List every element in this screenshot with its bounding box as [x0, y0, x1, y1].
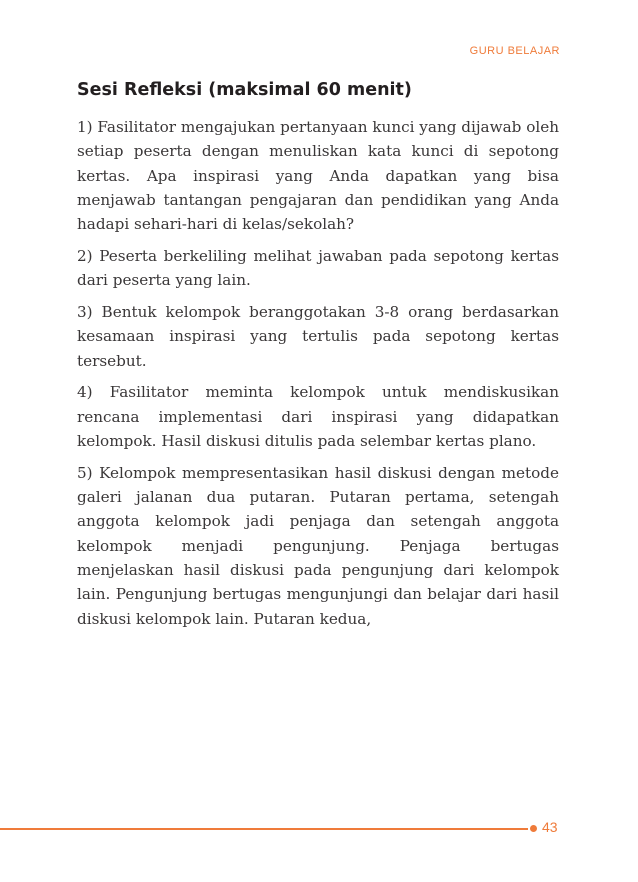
paragraph-4: 4) Fasilitator meminta kelompok untuk mendiskusikan rencana implementasi dari inspirasi yang didapatkan kelompok. Hasil diskusi ditulis pada selembar kertas plano.: [77, 383, 559, 451]
paragraph-5: 5) Kelompok mempresentasikan hasil diskusi dengan metode galeri jalanan dua putaran. Putaran pertama, setengah anggota kelompok jadi penjaga dan setengah anggota kelompok menjadi pengunjung. Penjaga bertugas menjelaskan hasil diskusi pada pengunjung dari kelompok lain. Pengunjung bertugas mengunjungi dan belajar dari hasil diskusi kelompok lain. Putaran kedua,: [77, 463, 559, 628]
running-header: GURU BELAJAR: [469, 45, 560, 57]
section-title: Sesi Refleksi (maksimal 60 menit): [77, 80, 412, 100]
footer-dot-icon: [530, 825, 537, 832]
paragraph-3: 3) Bentuk kelompok beranggotakan 3-8 orang berdasarkan kesamaan inspirasi yang tertulis pada sepotong kertas tersebut.: [77, 303, 559, 370]
paragraph-1: 1) Fasilitator mengajukan pertanyaan kunci yang dijawab oleh setiap peserta dengan menuliskan kata kunci di sepotong kertas. Apa inspirasi yang Anda dapatkan yang bisa menjawab tantangan pengajaran dan pendidikan yang Anda hadapi sehari-hari di kelas/sekolah?: [77, 118, 559, 234]
body-text: [77, 115, 559, 638]
paragraph-2: 2) Peserta berkeliling melihat jawaban pada sepotong kertas dari peserta yang lain.: [77, 246, 559, 290]
page-number: 43: [542, 819, 558, 835]
footer-rule: [0, 828, 528, 830]
